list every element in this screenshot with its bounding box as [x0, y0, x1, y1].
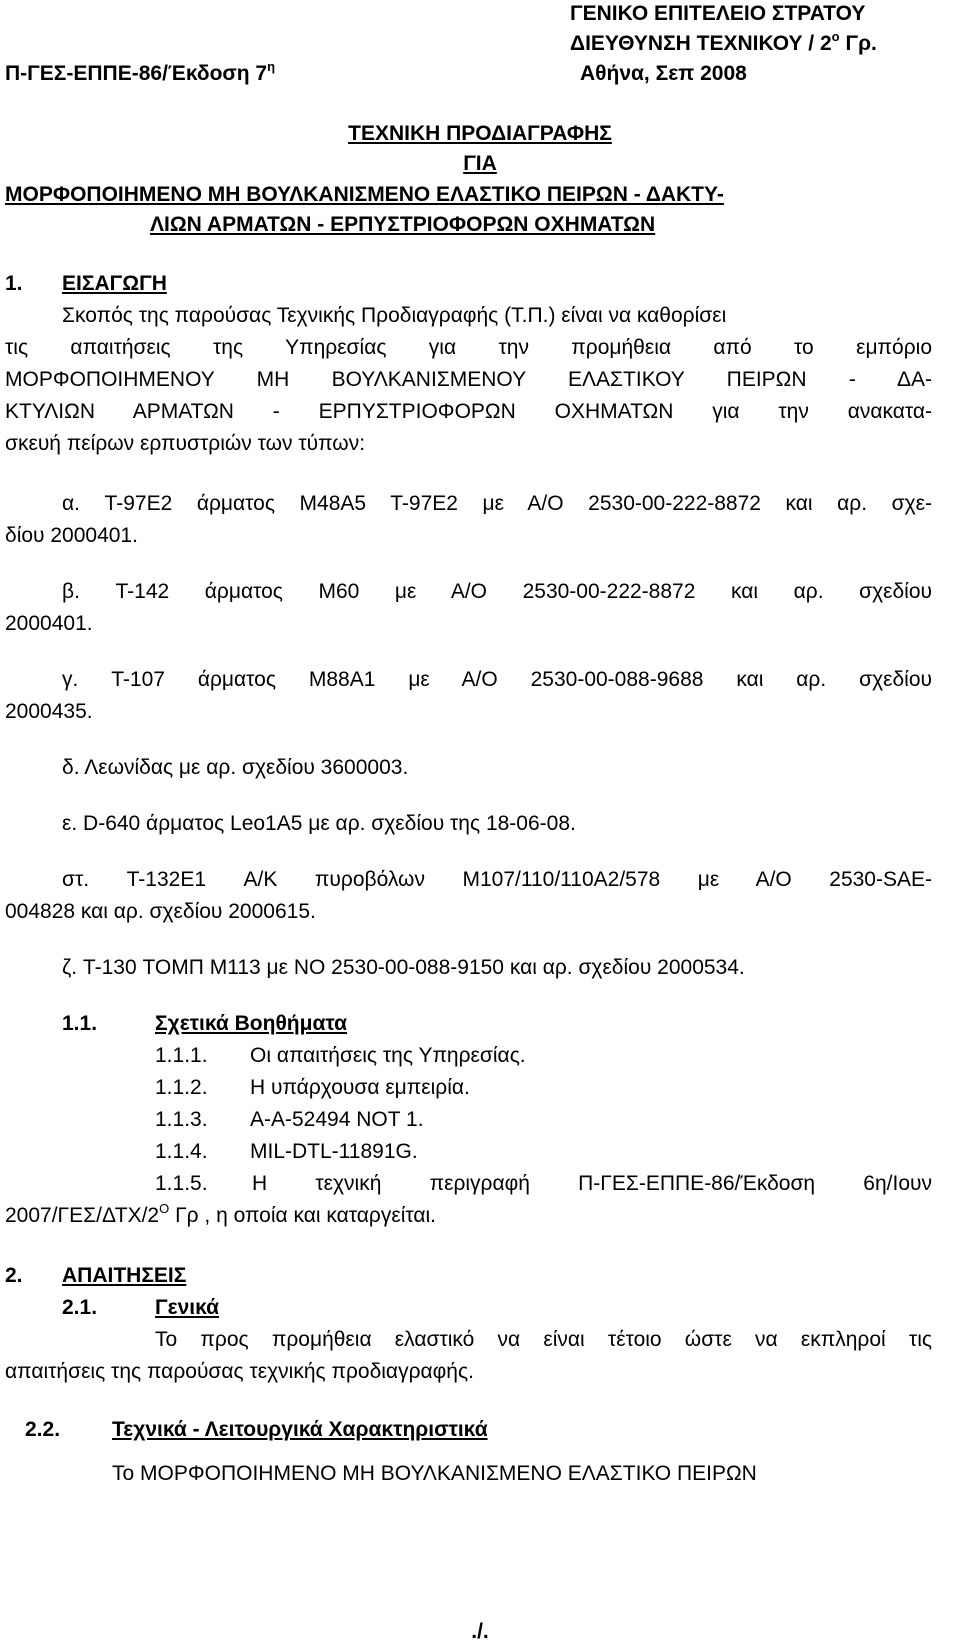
ref-5-number: 1.1.5. [155, 1172, 208, 1195]
title-line-4: ΛΙΩΝ ΑΡΜΑΤΩΝ - ΕΡΠΥΣΤΡΙΟΦΟΡΩΝ ΟΧΗΜΑΤΩΝ [150, 213, 656, 236]
org-name: ΓΕΝΙΚΟ ΕΠΙΤΕΛΕΙΟ ΣΤΡΑΤΟΥ [570, 2, 866, 25]
item-c-line-2: 2000435. [5, 700, 93, 723]
title-line-1: ΤΕΧΝΙΚΗ ΠΡΟΔΙΑΓΡΑΦΗΣ [348, 122, 612, 145]
item-c-line-1: γ. T-107 άρματος M88A1 με Α/Ο 2530-00-088-9688 και αρ. σχεδίου [62, 668, 932, 691]
section-2-heading: ΑΠΑΙΤΗΣΕΙΣ [62, 1264, 187, 1287]
item-g: ζ. T-130 ΤΟΜΠ M113 με ΝΟ 2530-00-088-9150 και αρ. σχεδίου 2000534. [62, 956, 745, 979]
place-date: Αθήνα, Σεπ 2008 [580, 62, 747, 85]
continuation-mark: ./. [471, 1620, 489, 1643]
intro-line-2: τις απαιτήσεις της Υπηρεσίας για την προμήθεια από το εμπόριο [5, 336, 932, 359]
title-line-2: ΓΙΑ [463, 152, 497, 175]
ref-1-number: 1.1.1. [155, 1044, 208, 1067]
ref-5-line-1: Η τεχνική περιγραφή Π-ΓΕΣ-ΕΠΠΕ-86/Έκδοση 6η/Ιουν [252, 1172, 932, 1195]
document-code: Π-ΓΕΣ-ΕΠΠΕ-86/Έκδοση $7^\eta$ [5, 59, 276, 85]
intro-line-1: Σκοπός της παρούσας Τεχνικής Προδιαγραφής (Τ.Π.) είναι να καθορίσει [62, 304, 727, 327]
subsection-1-1-heading: Σχετικά Βοηθήματα [155, 1012, 348, 1035]
subsection-1-1-number: 1.1. [62, 1012, 98, 1035]
general-line-2: απαιτήσεις της παρούσας τεχνικής προδιαγραφής. [5, 1360, 474, 1383]
section-1-heading: ΕΙΣΑΓΩΓΗ [62, 272, 167, 295]
item-b-line-1: β. T-142 άρματος M60 με Α/Ο 2530-00-222-8872 και αρ. σχεδίου [62, 580, 932, 603]
general-line-1: Το προς προμήθεια ελαστικό να είναι τέτοιο ώστε να εκπληροί τις [155, 1328, 932, 1351]
item-f-line-1: στ. T-132E1 Α/Κ πυροβόλων M107/110/110A2/578 με Α/Ο 2530-SAE- [62, 868, 932, 891]
ref-3-text: A-A-52494 NOT 1. [250, 1108, 424, 1131]
ref-4-text: MIL-DTL-11891G. [250, 1140, 418, 1163]
section-1-number: 1. [5, 272, 23, 295]
ref-2-text: Η υπάρχουσα εμπειρία. [250, 1076, 470, 1099]
ref-1-text: Οι απαιτήσεις της Υπηρεσίας. [250, 1044, 526, 1067]
subsection-2-2-heading: Τεχνικά - Λειτουργικά Χαρακτηριστικά [112, 1418, 488, 1441]
item-a-line-2: δίου 2000401. [5, 524, 138, 547]
item-d: δ. Λεωνίδας με αρ. σχεδίου 3600003. [62, 756, 409, 779]
intro-line-5: σκευή πείρων ερπυστριών των τύπων: [5, 432, 366, 455]
ref-3-number: 1.1.3. [155, 1108, 208, 1131]
ref-5-line-2: $2007/\Gamma E\Sigma/\Delta TX/2^O$ Γρ , η οποία και καταργείται. [5, 1201, 437, 1227]
subsection-2-2-number: 2.2. [25, 1418, 61, 1441]
section-2-number: 2. [5, 1264, 23, 1287]
item-b-line-2: 2000401. [5, 612, 93, 635]
ref-4-number: 1.1.4. [155, 1140, 208, 1163]
item-f-line-2: 004828 και αρ. σχεδίου 2000615. [5, 900, 316, 923]
item-e: ε. D-640 άρματος Leo1A5 με αρ. σχεδίου της 18-06-08. [62, 812, 576, 835]
ref-2-number: 1.1.2. [155, 1076, 208, 1099]
intro-line-3: ΜΟΡΦΟΠΟΙΗΜΕΝΟΥ ΜΗ ΒΟΥΛΚΑΝΙΣΜΕΝΟΥ ΕΛΑΣΤΙΚΟΥ ΠΕΙΡΩΝ - ΔΑ- [5, 368, 932, 391]
item-a-line-1: α. T-97E2 άρματος M48A5 T-97E2 με Α/Ο 2530-00-222-8872 και αρ. σχε- [62, 492, 932, 515]
directorate-name: ΔΙΕΥΘΥΝΣΗ ΤΕΧΝΙΚΟΥ / $2^o$ Γρ. [570, 29, 877, 55]
subsection-2-1-heading: Γενικά [155, 1296, 220, 1319]
subsection-2-1-number: 2.1. [62, 1296, 98, 1319]
title-line-3: ΜΟΡΦΟΠΟΙΗΜΕΝΟ ΜΗ ΒΟΥΛΚΑΝΙΣΜΕΝΟ ΕΛΑΣΤΙΚΟ ΠΕΙΡΩΝ - ΔΑΚΤΥ- [5, 183, 724, 206]
intro-line-4: ΚΤΥΛΙΩΝ ΑΡΜΑΤΩΝ - ΕΡΠΥΣΤΡΙΟΦΟΡΩΝ ΟΧΗΜΑΤΩΝ για την ανακατα- [5, 400, 932, 423]
technical-line-1: Το ΜΟΡΦΟΠΟΙΗΜΕΝΟ ΜΗ ΒΟΥΛΚΑΝΙΣΜΕΝΟ ΕΛΑΣΤΙΚΟ ΠΕΙΡΩΝ [112, 1462, 757, 1485]
